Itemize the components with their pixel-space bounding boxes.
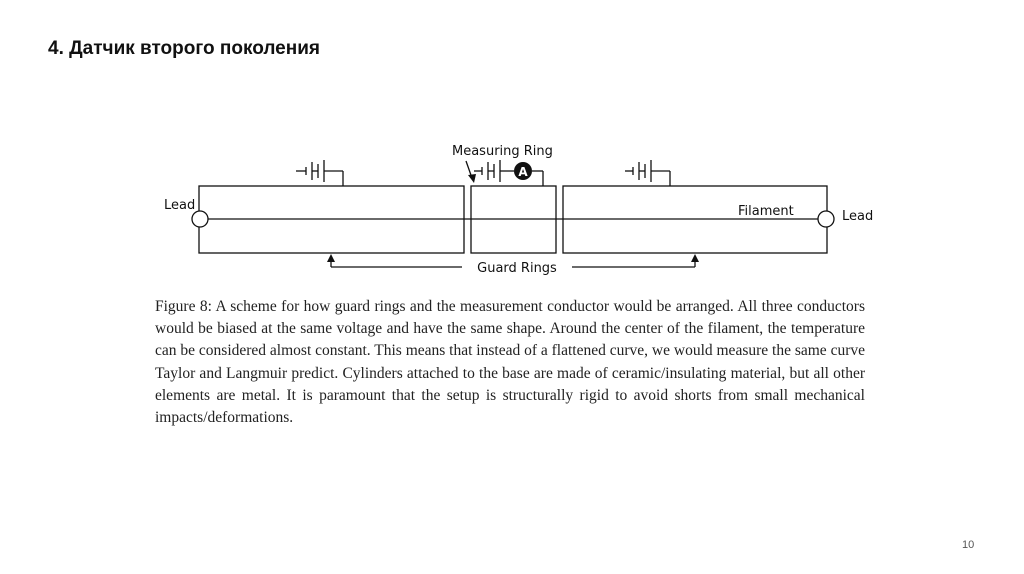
page-number: 10 [962,539,975,551]
measuring-ring-arrowhead [468,174,476,183]
right-lead-terminal [818,211,834,227]
guard-rings-arrowhead-left [327,254,335,262]
slide-title: 4. Датчик второго поколения [48,38,320,59]
lead-left-label: Lead [164,198,196,213]
lead-right-label: Lead [842,209,874,224]
filament-label: Filament [738,204,794,219]
measuring-battery-icon [474,160,543,186]
guard-rings-label: Guard Rings [477,261,557,276]
right-battery-icon [625,160,670,186]
figure-caption: Figure 8: A scheme for how guard rings and the measurement conductor would be arranged. All three conductors would be biased at the same voltage and have the same shape. Around the center of the filament, the temperature can be considered almost constant. This means that instead of a flattened curve, we would measure the same curve Taylor and Langmuir predict. Cylinders attached to the base are made of ceramic/insulating material, but all other elements are metal. It is paramount that the setup is structurally rigid to avoid shorts from small mechanical impacts/deformations. [155,298,865,427]
left-battery-icon [296,160,343,186]
left-lead-terminal [192,211,208,227]
measuring-ring-label: Measuring Ring [452,144,553,159]
ammeter-label: A [518,165,528,179]
guard-rings-arrowhead-right [691,254,699,262]
